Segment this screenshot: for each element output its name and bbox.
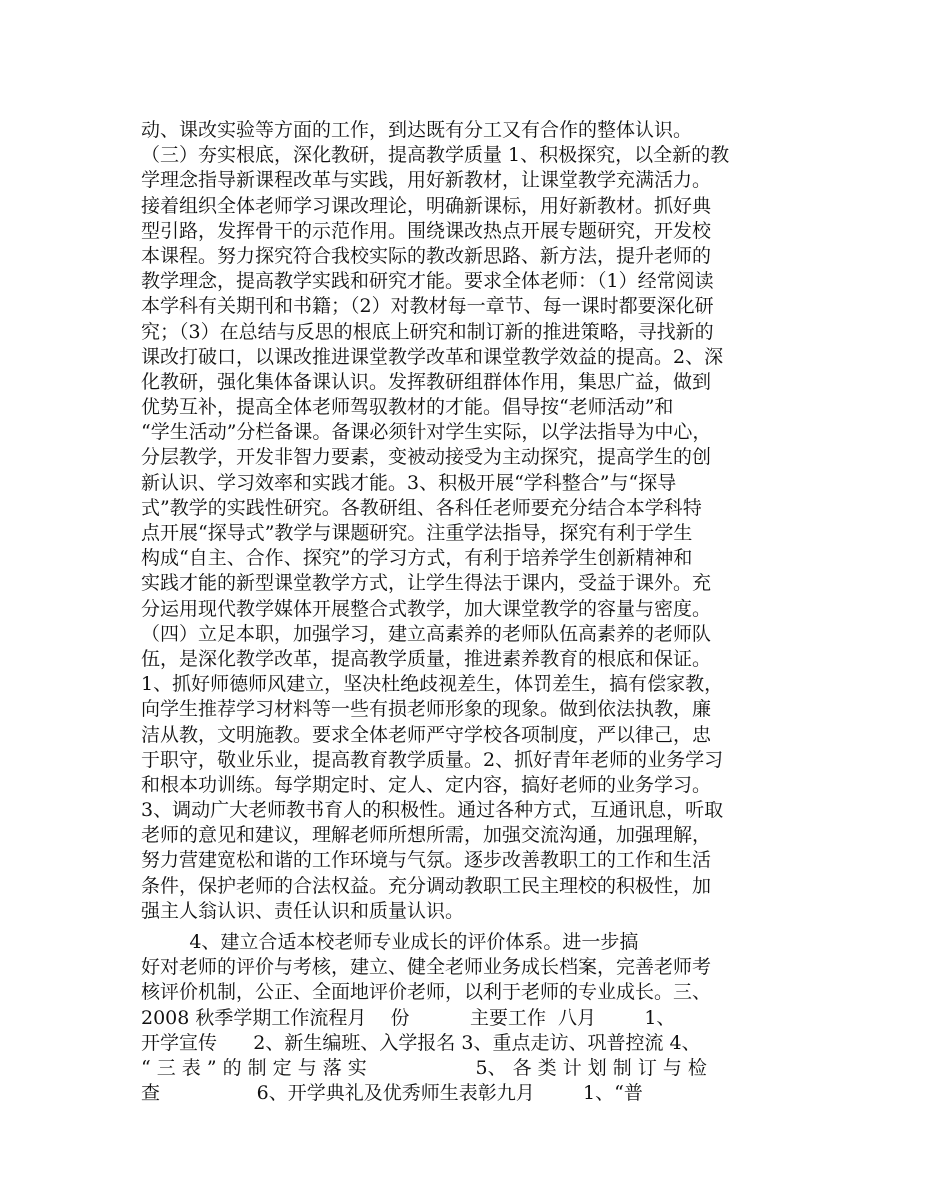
text-line: 1、抓好师德师风建立，坚决杜绝歧视差生，体罚差生，搞有偿家教， xyxy=(141,673,724,696)
text-line: 本课程。努力探究符合我校实际的教改新思路、新方法，提升老师的 xyxy=(141,244,712,267)
text-line: 查 6、开学典礼及优秀师生表彰九月 1、“普 xyxy=(141,1082,643,1105)
text-line: 向学生推荐学习材料等一些有损老师形象的现象。做到依法执教，廉 xyxy=(141,698,712,721)
text-line: 分运用现代教学媒体开展整合式教学，加大课堂教学的容量与密度。 xyxy=(141,597,712,620)
text-line: 点开展“探导式”教学与课题研究。注重学法指导，探究有利于学生 xyxy=(141,522,693,544)
document-body xyxy=(141,118,821,1106)
text-line: （三）夯实根底，深化教研，提高教学质量 1、积极探究，以全新的教 xyxy=(141,144,730,167)
text-line: 伍，是深化教学改革，提高教学质量，推进素养教育的根底和保证。 xyxy=(141,647,712,670)
text-line: 核评价机制，公正、全面地评价老师，以利于老师的专业成长。三、 xyxy=(141,981,712,1004)
text-line: “ 三 表 ” 的 制 定 与 落 实 5、 各 类 计 划 制 订 与 检 xyxy=(141,1056,707,1079)
text-line: 教学理念，提高教学实践和研究才能。要求全体老师：（1）经常阅读 xyxy=(141,270,714,293)
text-line: 接着组织全体老师学习课改理论，明确新课标，用好新教材。抓好典 xyxy=(141,194,712,217)
text-line: 努力营建宽松和谐的工作环境与气氛。逐步改善教职工的工作和生活 xyxy=(141,849,712,872)
text-line: 3、调动广大老师教书育人的积极性。通过各种方式，互通讯息，听取 xyxy=(141,799,724,822)
text-line: 型引路，发挥骨干的示范作用。围绕课改热点开展专题研究，开发校 xyxy=(141,219,712,242)
text-line: 课改打破口，以课改推进课堂教学改革和课堂教学效益的提高。2、深 xyxy=(141,345,724,368)
text-line: 老师的意见和建议，理解老师所想所需，加强交流沟通，加强理解， xyxy=(141,824,712,847)
text-line: 开学宣传 2、新生编班、入学报名 3、重点走访、巩普控流 4、 xyxy=(141,1031,701,1054)
text-line: 和根本功训练。每学期定时、定人、定内容，搞好老师的业务学习。 xyxy=(141,773,712,796)
text-line: “学生活动”分栏备课。备课必须针对学生实际，以学法指导为中心， xyxy=(141,421,712,444)
text-line: （四）立足本职，加强学习，建立高素养的老师队伍高素养的老师队 xyxy=(141,622,712,645)
text-line: 优势互补，提高全体老师驾驭教材的才能。倡导按“老师活动”和 xyxy=(141,396,674,419)
text-line: 学理念指导新课程改革与实践，用好新教材，让课堂教学充满活力。 xyxy=(141,169,712,192)
text-line: 于职守，敬业乐业，提高教育教学质量。2、抓好青年老师的业务学习 xyxy=(141,748,724,771)
text-line: 式”教学的实践性研究。各教研组、各科任老师要充分结合本学科特 xyxy=(141,496,702,519)
text-line: 强主人翁认识、责任认识和质量认识。 xyxy=(141,899,465,922)
text-line: 好对老师的评价与考核，建立、健全老师业务成长档案，完善老师考 xyxy=(141,956,712,979)
text-line: 化教研，强化集体备课认识。发挥教研组群体作用，集思广益，做到 xyxy=(141,370,712,393)
text-line: 动、课改实验等方面的工作，到达既有分工又有合作的整体认识。 xyxy=(141,119,693,141)
text-line: 实践才能的新型课堂教学方式，让学生得法于课内，受益于课外。充 xyxy=(141,572,712,595)
text-line: 洁从教，文明施教。要求全体老师严守学校各项制度，严以律己，忠 xyxy=(141,723,712,746)
text-line: 分层教学，开发非智力要素，变被动接受为主动探究，提高学生的创 xyxy=(141,446,712,469)
text-line: 条件，保护老师的合法权益。充分调动教职工民主理校的积极性，加 xyxy=(141,874,712,897)
text-line: 2008 秋季学期工作流程月 份 主要工作 八月 1、 xyxy=(141,1006,676,1029)
text-line: 本学科有关期刊和书籍；（2）对教材每一章节、每一课时都要深化研 xyxy=(141,295,714,318)
text-line: 构成“自主、合作、探究”的学习方式，有利于培养学生创新精神和 xyxy=(141,547,693,570)
text-line: 究；（3）在总结与反思的根底上研究和制订新的推进策略，寻找新的 xyxy=(141,320,714,343)
text-line: 新认识、学习效率和实践才能。3、积极开展“学科整合”与“探导 xyxy=(141,471,677,494)
text-line: 4、建立合适本校老师专业成长的评价体系。进一步搞 xyxy=(141,931,639,953)
